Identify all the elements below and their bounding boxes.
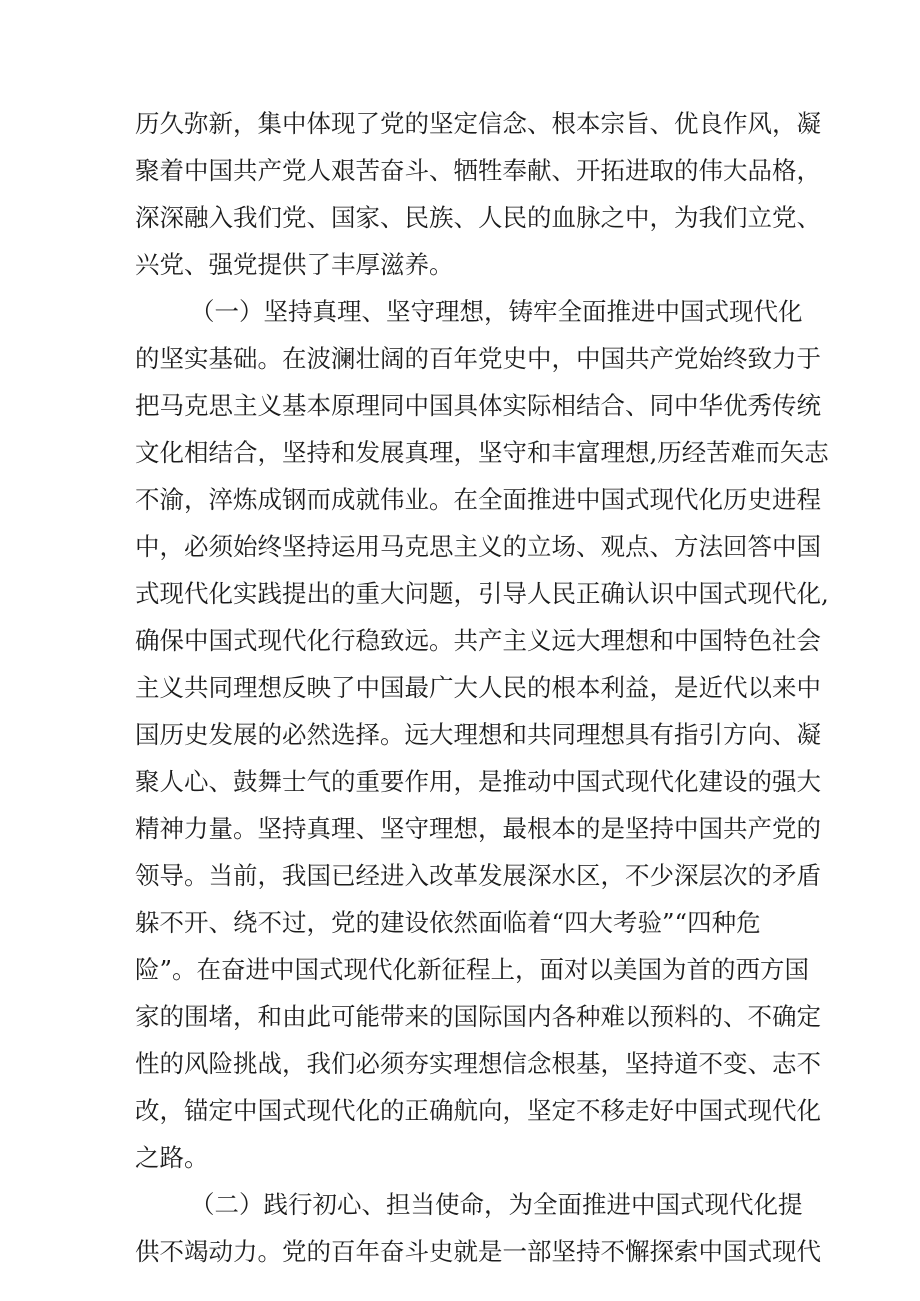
section-heading-line: （一）坚持真理、坚守理想，铸牢全面推进中国式现代化 <box>190 297 803 326</box>
text-line: 之路。 <box>135 1143 209 1172</box>
text-line: 聚人心、鼓舞士气的重要作用，是推动中国式现代化建设的强大 <box>135 767 821 796</box>
text-line: 国历史发展的必然选择。远大理想和共同理想具有指引方向、凝 <box>135 720 821 749</box>
body-text <box>135 100 829 1275</box>
text-line: 把马克思主义基本原理同中国具体实际相结合、同中华优秀传统 <box>135 391 821 420</box>
text-line: 领导。当前，我国已经进入改革发展深水区，不少深层次的矛盾 <box>135 861 821 890</box>
text-line: 精神力量。坚持真理、坚守理想，最根本的是坚持中国共产党的 <box>135 814 821 843</box>
text-line: 确保中国式现代化行稳致远。共产主义远大理想和中国特色社会 <box>135 626 821 655</box>
text-line: 险”。在奋进中国式现代化新征程上，面对以美国为首的西方国 <box>135 955 810 984</box>
paragraph <box>135 288 829 1181</box>
text-line: 式现代化实践提出的重大问题，引导人民正确认识中国式现代化, <box>135 579 829 608</box>
text-line: 文化相结合，坚持和发展真理，坚守和丰富理想,历经苦难而矢志 <box>135 438 829 467</box>
text-line: 聚着中国共产党人艰苦奋斗、牺牲奉献、开拓进取的伟大品格， <box>135 156 821 185</box>
text-line: 家的围堵，和由此可能带来的国际国内各种难以预料的、不确定 <box>135 1002 821 1031</box>
text-line: 中，必须始终坚持运用马克思主义的立场、观点、方法回答中国 <box>135 532 821 561</box>
text-line: 的坚实基础。在波澜壮阔的百年党史中，中国共产党始终致力于 <box>135 344 821 373</box>
text-line: 兴党、强党提供了丰厚滋养。 <box>135 250 454 279</box>
text-line: 改，锚定中国式现代化的正确航向，坚定不移走好中国式现代化 <box>135 1096 821 1125</box>
text-line: 不渝，淬炼成钢而成就伟业。在全面推进中国式现代化历史进程 <box>135 485 821 514</box>
text-line: 躲不开、绕不过，党的建设依然面临着“四大考验”“四种危 <box>135 908 761 937</box>
text-line: 历久弥新，集中体现了党的坚定信念、根本宗旨、优良作风，凝 <box>135 109 821 138</box>
text-line: 深深融入我们党、国家、民族、人民的血脉之中，为我们立党、 <box>135 203 821 232</box>
text-line: 供不竭动力。党的百年奋斗史就是一部坚持不懈探索中国式现代 <box>135 1237 821 1266</box>
text-line: 主义共同理想反映了中国最广大人民的根本利益，是近代以来中 <box>135 673 821 702</box>
paragraph <box>135 100 821 288</box>
section-heading-line: （二）践行初心、担当使命，为全面推进中国式现代化提 <box>190 1190 803 1219</box>
paragraph <box>135 1181 821 1275</box>
text-line: 性的风险挑战，我们必须夯实理想信念根基，坚持道不变、志不 <box>135 1049 821 1078</box>
